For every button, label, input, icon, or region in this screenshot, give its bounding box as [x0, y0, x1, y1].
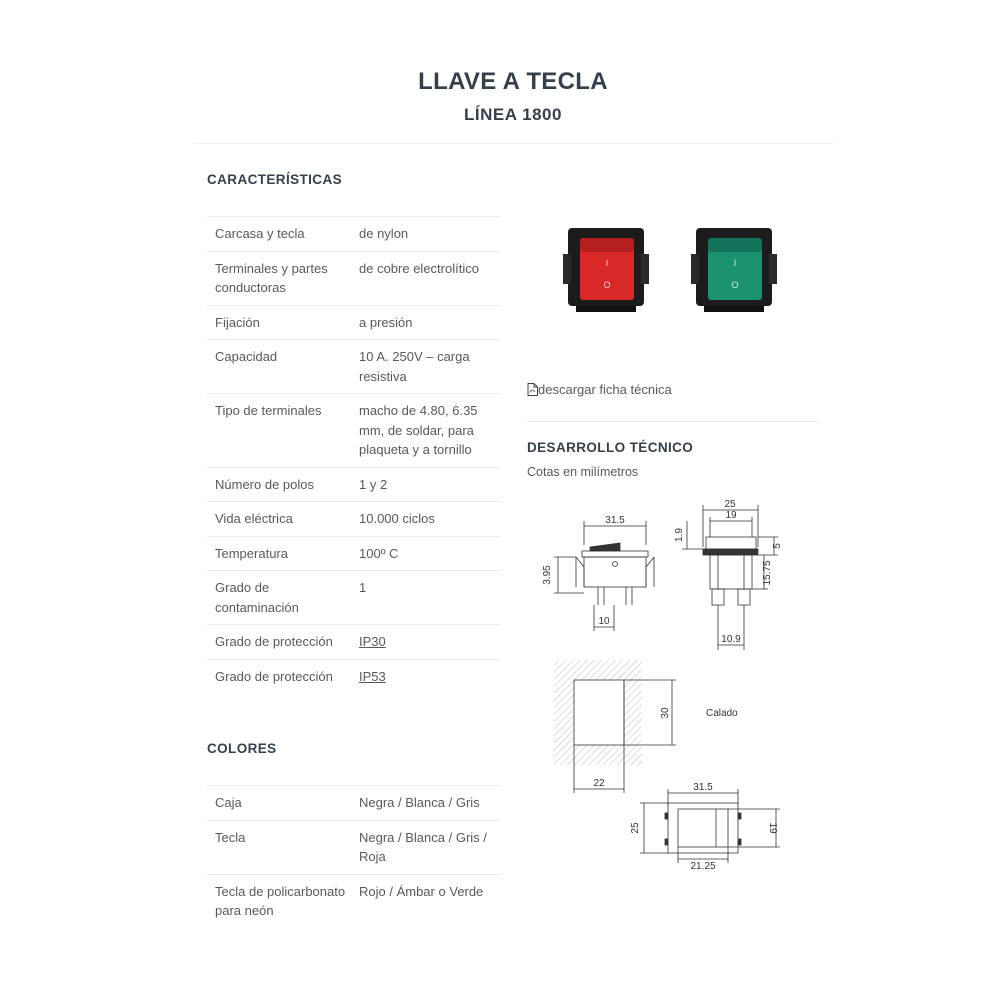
table-row	[207, 536, 501, 571]
ip30-link[interactable]: IP30	[359, 634, 386, 649]
dim-side-inner: 19	[725, 510, 737, 521]
row-value: a presión	[353, 305, 501, 340]
table-row	[207, 251, 501, 305]
table-row	[207, 340, 501, 394]
dim-side-height: 15.75	[762, 560, 773, 586]
row-value: Rojo / Ámbar o Verde	[353, 874, 501, 928]
table-row	[207, 217, 501, 252]
row-value: de cobre electrolítico	[353, 251, 501, 305]
row-value: 100º C	[353, 536, 501, 571]
row-label: Caja	[207, 786, 353, 821]
row-label: Tecla de policarbonato para neón	[207, 874, 353, 928]
units-note: Cotas en milímetros	[527, 465, 639, 479]
row-label: Vida eléctrica	[207, 502, 353, 537]
section-title-caracteristicas: CARACTERÍSTICAS	[207, 172, 343, 187]
page-subtitle: LÍNEA 1800	[464, 105, 562, 124]
row-value: de nylon	[353, 217, 501, 252]
red-switch-photo	[560, 216, 650, 316]
table-row	[207, 820, 501, 874]
row-label: Tecla	[207, 820, 353, 874]
row-value: Negra / Blanca / Gris	[353, 786, 501, 821]
row-label: Grado de contaminación	[207, 571, 353, 625]
dim-front-width: 31.5	[605, 515, 625, 526]
row-label: Número de polos	[207, 467, 353, 502]
green-switch-photo	[688, 216, 778, 316]
dim-bottom-width: 31.5	[693, 782, 713, 793]
cutout-label: Calado	[706, 708, 738, 719]
table-row	[207, 625, 501, 660]
row-value: 10 A. 250V – carga resistiva	[353, 340, 501, 394]
row-label: Carcasa y tecla	[207, 217, 353, 252]
row-value: macho de 4.80, 6.35 mm, de soldar, para plaqueta y a tornillo	[353, 394, 501, 468]
row-label: Terminales y partes conductoras	[207, 251, 353, 305]
dim-front-height: 3.95	[542, 565, 553, 585]
dim-side-top: 1.9	[674, 528, 685, 542]
download-datasheet-link[interactable]	[527, 382, 672, 397]
row-label: Tipo de terminales	[207, 394, 353, 468]
off-mark: O	[603, 280, 611, 290]
pdf-file-icon	[527, 383, 538, 396]
dim-side-pin: 10.9	[721, 634, 741, 645]
table-row	[207, 305, 501, 340]
row-value: 10.000 ciclos	[353, 502, 501, 537]
characteristics-table	[207, 216, 501, 693]
table-row	[207, 874, 501, 928]
dim-bottom-height: 25	[630, 822, 641, 834]
colors-table	[207, 785, 501, 928]
dim-cutout-height: 30	[660, 707, 671, 719]
cutout-view	[554, 660, 676, 793]
divider	[527, 421, 819, 422]
dim-bottom-inner-w: 21.25	[690, 861, 716, 872]
table-row	[207, 467, 501, 502]
section-title-colores: COLORES	[207, 741, 277, 756]
ip53-link[interactable]: IP53	[359, 668, 386, 684]
table-row	[207, 659, 501, 693]
table-row	[207, 571, 501, 625]
dim-front-pin: 10	[598, 616, 610, 627]
page-title: LLAVE A TECLA	[418, 68, 608, 95]
front-view	[554, 521, 654, 631]
download-label: descargar ficha técnica	[538, 382, 672, 397]
technical-drawing	[540, 495, 800, 875]
dim-side-outer: 25	[724, 499, 736, 510]
table-row	[207, 502, 501, 537]
row-value: Negra / Blanca / Gris / Roja	[353, 820, 501, 874]
row-label: Grado de protección	[207, 659, 353, 693]
dim-cutout-width: 22	[593, 778, 605, 789]
section-title-desarrollo: DESARROLLO TÉCNICO	[527, 440, 694, 455]
row-value: 1	[353, 571, 501, 625]
table-row	[207, 394, 501, 468]
dim-side-right: 5	[772, 543, 783, 549]
row-value: 1 y 2	[353, 467, 501, 502]
row-label: Temperatura	[207, 536, 353, 571]
row-label: Capacidad	[207, 340, 353, 394]
bottom-view	[640, 789, 780, 863]
divider	[193, 143, 833, 144]
row-label: Fijación	[207, 305, 353, 340]
table-row	[207, 786, 501, 821]
row-label: Grado de protección	[207, 625, 353, 660]
dim-bottom-inner-h: 19	[767, 822, 778, 834]
off-mark: O	[731, 280, 739, 290]
on-mark: I	[605, 258, 609, 268]
on-mark: I	[733, 258, 737, 268]
